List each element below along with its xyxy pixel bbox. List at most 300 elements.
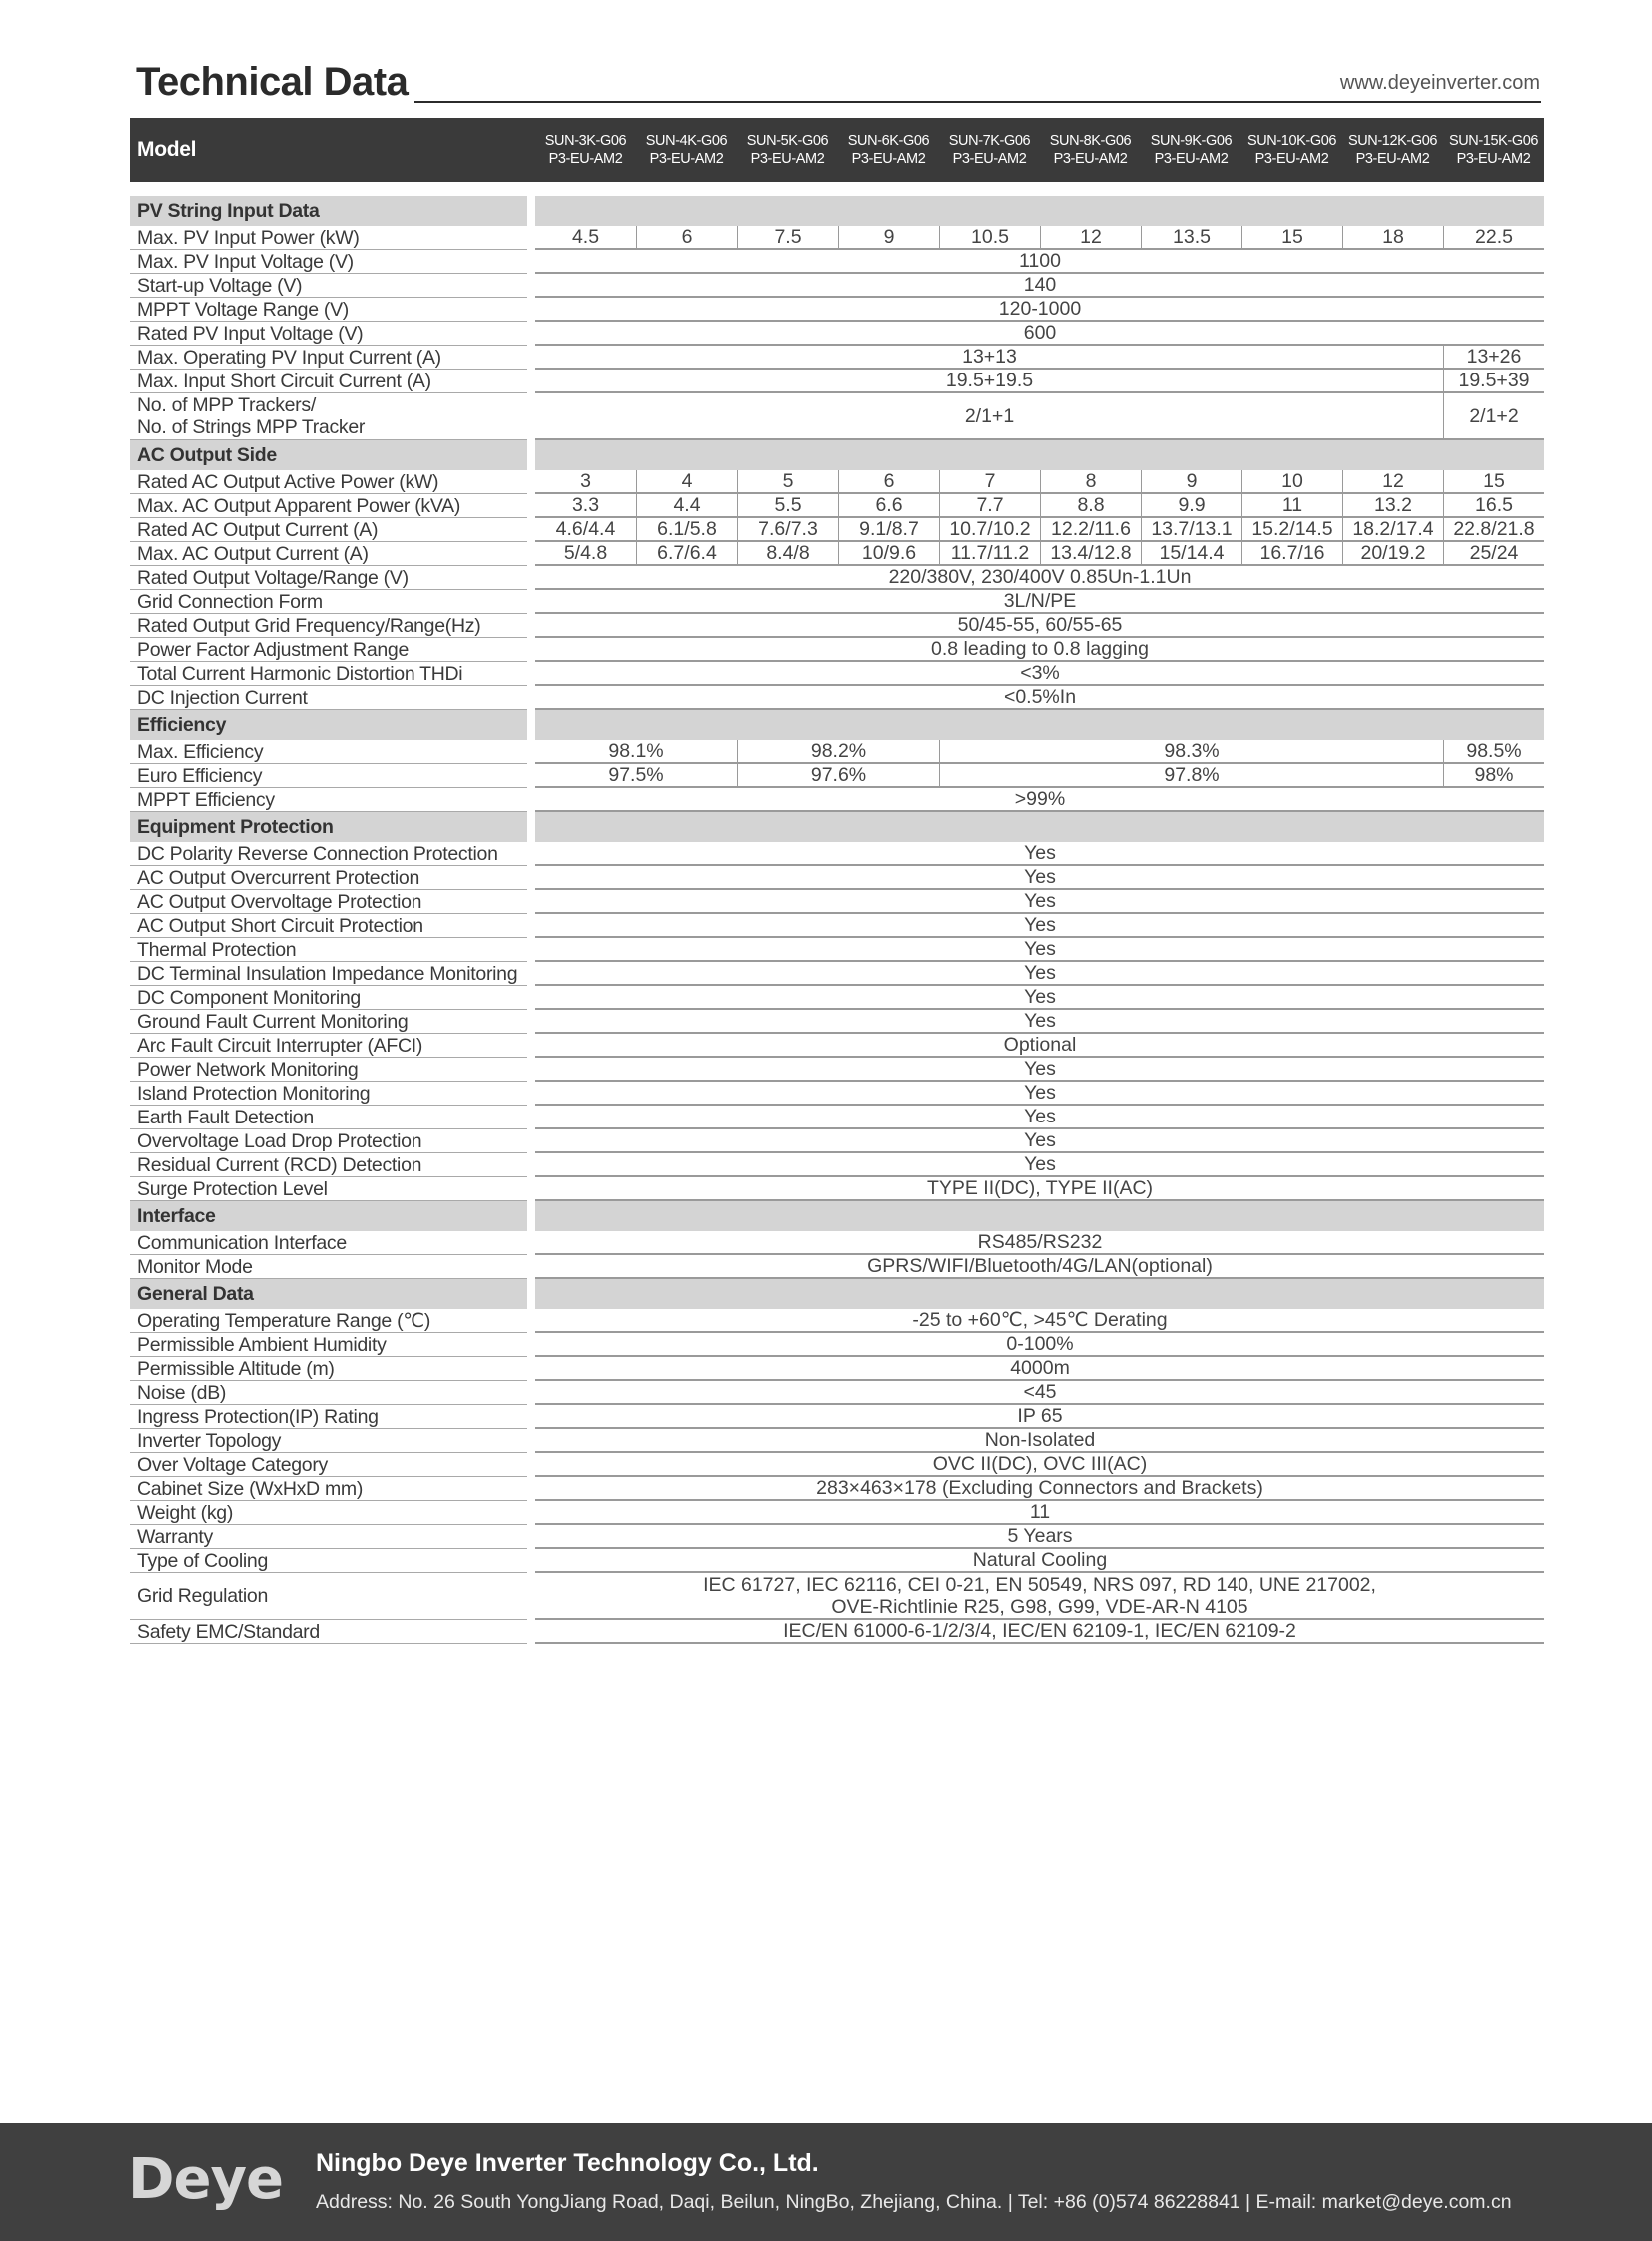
column-gap — [527, 274, 535, 298]
spec-value: 10/9.6 — [838, 542, 939, 566]
column-gap — [527, 638, 535, 662]
spec-value: Yes — [535, 1106, 1544, 1129]
spec-value: 8.8 — [1040, 494, 1141, 518]
column-gap — [527, 614, 535, 638]
spec-row — [130, 866, 1544, 890]
spec-value: <3% — [535, 662, 1544, 686]
column-gap — [527, 1573, 535, 1620]
spec-value: 13.7/13.1 — [1141, 518, 1241, 542]
spec-label-line: AC Output Overcurrent Protection — [137, 866, 420, 889]
spec-value: 25/24 — [1443, 542, 1544, 566]
column-gap — [527, 1405, 535, 1429]
column-gap — [527, 393, 535, 440]
spec-label-line: Type of Cooling — [137, 1549, 269, 1572]
spec-value: 97.8% — [939, 764, 1443, 788]
model-variant-line: P3-EU-AM2 — [649, 151, 724, 167]
column-gap — [527, 1357, 535, 1381]
spec-label — [130, 662, 527, 686]
spec-value: 2/1+1 — [535, 393, 1443, 440]
company-address: Address: No. 26 South YongJiang Road, Daqi, Beilun, NingBo, Zhejiang, China. | Tel: +86 (0)574 86228841 | E-mail: market@deye.com.cn — [316, 2191, 1512, 2213]
spec-label-line: DC Injection Current — [137, 686, 308, 709]
spec-value: <0.5%In — [535, 686, 1544, 710]
spec-label — [130, 1153, 527, 1177]
spec-label-line: DC Terminal Insulation Impedance Monitoring — [137, 962, 518, 985]
section-header-fill — [535, 812, 1544, 842]
spec-row — [130, 962, 1544, 986]
spec-value: Optional — [535, 1034, 1544, 1058]
column-gap — [527, 494, 535, 518]
spec-label-line: Grid Regulation — [137, 1585, 268, 1607]
spec-row — [130, 1058, 1544, 1082]
spec-value: 9 — [1141, 470, 1241, 494]
spec-row — [130, 1082, 1544, 1106]
column-gap — [527, 518, 535, 542]
spec-value: 3.3 — [535, 494, 636, 518]
spec-value: 19.5+19.5 — [535, 370, 1443, 393]
spec-value: Yes — [535, 842, 1544, 866]
spec-row — [130, 370, 1544, 393]
spec-value: Yes — [535, 1010, 1544, 1034]
spec-label — [130, 686, 527, 710]
column-gap — [527, 226, 535, 250]
spec-value: 15/14.4 — [1141, 542, 1241, 566]
spec-label-line: Max. Efficiency — [137, 740, 264, 763]
spec-row — [130, 686, 1544, 710]
spec-value: 11 — [535, 1501, 1544, 1525]
spec-row — [130, 1333, 1544, 1357]
spec-label-line: Max. AC Output Apparent Power (kVA) — [137, 494, 461, 517]
spec-row — [130, 1309, 1544, 1333]
spec-label — [130, 590, 527, 614]
spec-value: 98.3% — [939, 740, 1443, 764]
spec-row — [130, 986, 1544, 1010]
spec-label-line: Max. PV Input Power (kW) — [137, 226, 360, 249]
spec-label-line: AC Output Overvoltage Protection — [137, 890, 422, 913]
section-title: PV String Input Data — [130, 196, 527, 226]
spacer-cell — [130, 182, 1544, 196]
spec-value: Yes — [535, 938, 1544, 962]
spec-row — [130, 1129, 1544, 1153]
column-gap — [527, 346, 535, 370]
technical-data-table — [130, 118, 1544, 1644]
spec-label — [130, 740, 527, 764]
section-header-fill — [535, 196, 1544, 226]
model-variant-line: P3-EU-AM2 — [548, 151, 623, 167]
column-gap — [527, 1333, 535, 1357]
spec-label — [130, 1381, 527, 1405]
model-name-cell — [1040, 118, 1141, 182]
spec-value: Yes — [535, 914, 1544, 938]
spec-value: 98% — [1443, 764, 1544, 788]
spec-row — [130, 740, 1544, 764]
column-gap — [527, 740, 535, 764]
spec-row — [130, 1106, 1544, 1129]
model-name-line: SUN-15K-G06 — [1448, 133, 1539, 149]
spec-row — [130, 662, 1544, 686]
spec-label-line: Power Factor Adjustment Range — [137, 638, 410, 661]
spec-label-line: Overvoltage Load Drop Protection — [137, 1129, 422, 1152]
spec-value: 0-100% — [535, 1333, 1544, 1357]
spec-label-line: Surge Protection Level — [137, 1177, 328, 1200]
column-gap — [527, 890, 535, 914]
spec-value: 22.8/21.8 — [1443, 518, 1544, 542]
spec-value: -25 to +60℃, >45℃ Derating — [535, 1309, 1544, 1333]
column-gap — [527, 1279, 535, 1309]
column-gap — [527, 440, 535, 470]
spec-row — [130, 1357, 1544, 1381]
spec-value: 120-1000 — [535, 298, 1544, 322]
spec-value: 18.2/17.4 — [1342, 518, 1443, 542]
spec-value: 9 — [838, 226, 939, 250]
column-gap — [527, 1549, 535, 1573]
spec-row — [130, 1525, 1544, 1549]
spec-row — [130, 788, 1544, 812]
spec-label-line: Max. Operating PV Input Current (A) — [137, 346, 441, 369]
spec-label — [130, 1453, 527, 1477]
website-link[interactable]: www.deyeinverter.com — [1339, 72, 1540, 94]
column-gap — [527, 1525, 535, 1549]
model-name-cell — [1342, 118, 1443, 182]
spec-label-line: Rated Output Voltage/Range (V) — [137, 566, 409, 589]
model-name-line: SUN-8K-G06 — [1049, 133, 1132, 149]
spec-value: Yes — [535, 962, 1544, 986]
model-name-line: SUN-12K-G06 — [1347, 133, 1438, 149]
spec-label — [130, 1525, 527, 1549]
spec-label — [130, 638, 527, 662]
spec-label-line: MPPT Voltage Range (V) — [137, 298, 349, 321]
spec-label-line: No. of Strings MPP Tracker — [137, 416, 366, 438]
spec-value: 2/1+2 — [1443, 393, 1544, 440]
spec-value: 6.1/5.8 — [636, 518, 737, 542]
spec-value: 5 Years — [535, 1525, 1544, 1549]
spec-label — [130, 1333, 527, 1357]
column-gap — [527, 1453, 535, 1477]
spec-value: 4000m — [535, 1357, 1544, 1381]
spec-row — [130, 842, 1544, 866]
spec-label — [130, 986, 527, 1010]
column-gap — [527, 322, 535, 346]
section-header-fill — [535, 1279, 1544, 1309]
column-gap — [527, 370, 535, 393]
column-gap — [527, 788, 535, 812]
spec-value: 16.7/16 — [1241, 542, 1342, 566]
spec-label — [130, 1357, 527, 1381]
column-gap — [527, 470, 535, 494]
spec-value: <45 — [535, 1381, 1544, 1405]
column-gap — [527, 250, 535, 274]
spec-value: 600 — [535, 322, 1544, 346]
spec-value: 20/19.2 — [1342, 542, 1443, 566]
spec-row — [130, 938, 1544, 962]
spec-value: 18 — [1342, 226, 1443, 250]
column-gap — [527, 686, 535, 710]
spec-label — [130, 938, 527, 962]
section-header-row — [130, 196, 1544, 226]
model-name-cell — [636, 118, 737, 182]
spec-row — [130, 274, 1544, 298]
spec-label — [130, 542, 527, 566]
spec-value: 4.5 — [535, 226, 636, 250]
spec-value: 8.4/8 — [737, 542, 838, 566]
spec-value: 22.5 — [1443, 226, 1544, 250]
deye-logo: Deye — [128, 2147, 283, 2212]
column-gap — [527, 1201, 535, 1231]
model-variant-line: P3-EU-AM2 — [851, 151, 926, 167]
spec-label-line: Permissible Ambient Humidity — [137, 1333, 387, 1356]
spec-value: IP 65 — [535, 1405, 1544, 1429]
spec-value: 12 — [1342, 470, 1443, 494]
column-gap — [527, 298, 535, 322]
column-gap — [527, 710, 535, 740]
spec-value: 3 — [535, 470, 636, 494]
spec-label — [130, 788, 527, 812]
spec-row — [130, 1549, 1544, 1573]
spec-label — [130, 1477, 527, 1501]
spec-value: 10 — [1241, 470, 1342, 494]
spec-label-line: Earth Fault Detection — [137, 1106, 314, 1128]
spec-value-line: OVE-Richtlinie R25, G98, G99, VDE-AR-N 4105 — [831, 1595, 1248, 1618]
section-header-row — [130, 440, 1544, 470]
spec-label — [130, 566, 527, 590]
column-gap — [527, 1058, 535, 1082]
spec-label-line: DC Component Monitoring — [137, 986, 361, 1009]
spec-label — [130, 298, 527, 322]
spec-row — [130, 1501, 1544, 1525]
spec-value: 12 — [1040, 226, 1141, 250]
spec-value: 98.2% — [737, 740, 939, 764]
section-title: Interface — [130, 1201, 527, 1231]
section-header-fill — [535, 1201, 1544, 1231]
model-name-line: SUN-10K-G06 — [1246, 133, 1337, 149]
spec-label — [130, 1129, 527, 1153]
model-name-cell — [535, 118, 636, 182]
page-title: Technical Data — [136, 60, 409, 104]
spec-row — [130, 470, 1544, 494]
spec-label-line: Thermal Protection — [137, 938, 297, 961]
spec-label-line: DC Polarity Reverse Connection Protection — [137, 842, 498, 865]
spec-value: 9.1/8.7 — [838, 518, 939, 542]
column-gap — [527, 1010, 535, 1034]
spec-value — [535, 1573, 1544, 1620]
section-header-row — [130, 1201, 1544, 1231]
model-name-line: SUN-9K-G06 — [1150, 133, 1233, 149]
spec-value: 6 — [636, 226, 737, 250]
spec-label-line: Ingress Protection(IP) Rating — [137, 1405, 379, 1428]
spec-row — [130, 226, 1544, 250]
spec-value: 98.5% — [1443, 740, 1544, 764]
spec-label-line: MPPT Efficiency — [137, 788, 275, 811]
column-gap — [527, 1381, 535, 1405]
column-gap — [527, 1153, 535, 1177]
spec-row — [130, 494, 1544, 518]
spec-value: 10.5 — [939, 226, 1040, 250]
spec-row — [130, 914, 1544, 938]
spec-value: 283×463×178 (Excluding Connectors and Brackets) — [535, 1477, 1544, 1501]
spec-value: 4.4 — [636, 494, 737, 518]
spec-row — [130, 638, 1544, 662]
spec-value: 140 — [535, 274, 1544, 298]
section-title: Equipment Protection — [130, 812, 527, 842]
spec-label — [130, 470, 527, 494]
column-gap — [527, 590, 535, 614]
model-name-line: SUN-3K-G06 — [544, 133, 627, 149]
spec-row — [130, 1177, 1544, 1201]
spec-label — [130, 1106, 527, 1129]
spec-value: Non-Isolated — [535, 1429, 1544, 1453]
spec-row — [130, 614, 1544, 638]
footer — [0, 2123, 1652, 2241]
title-rule — [414, 101, 1541, 103]
column-gap — [527, 938, 535, 962]
spec-label — [130, 274, 527, 298]
spec-label-line: Safety EMC/Standard — [137, 1620, 320, 1643]
spec-value: Yes — [535, 986, 1544, 1010]
model-variant-line: P3-EU-AM2 — [1053, 151, 1128, 167]
model-variant-line: P3-EU-AM2 — [1254, 151, 1329, 167]
model-variant-line: P3-EU-AM2 — [1456, 151, 1531, 167]
spec-value: 6.7/6.4 — [636, 542, 737, 566]
spec-label-line: Total Current Harmonic Distortion THDi — [137, 662, 463, 685]
spec-value: Yes — [535, 1153, 1544, 1177]
spec-value: Yes — [535, 1082, 1544, 1106]
spec-row — [130, 1405, 1544, 1429]
spec-value: 5.5 — [737, 494, 838, 518]
spec-value: 6 — [838, 470, 939, 494]
spec-value: 220/380V, 230/400V 0.85Un-1.1Un — [535, 566, 1544, 590]
spec-label — [130, 346, 527, 370]
spec-label-line: Island Protection Monitoring — [137, 1082, 371, 1105]
column-gap — [527, 1620, 535, 1644]
spec-label-line: No. of MPP Trackers/ — [137, 394, 316, 416]
column-gap — [527, 1429, 535, 1453]
spec-row — [130, 1010, 1544, 1034]
spec-label — [130, 1231, 527, 1255]
spec-value: 3L/N/PE — [535, 590, 1544, 614]
spec-row — [130, 250, 1544, 274]
spec-label — [130, 614, 527, 638]
column-gap — [527, 1106, 535, 1129]
spec-label-line: Max. AC Output Current (A) — [137, 542, 369, 565]
model-name-cell — [1141, 118, 1241, 182]
spec-value: 13+26 — [1443, 346, 1544, 370]
spec-label — [130, 322, 527, 346]
spec-label — [130, 393, 527, 440]
spec-label — [130, 226, 527, 250]
spec-label-line: Rated Output Grid Frequency/Range(Hz) — [137, 614, 481, 637]
spec-row — [130, 1453, 1544, 1477]
column-gap — [527, 566, 535, 590]
spec-row — [130, 346, 1544, 370]
spec-row — [130, 1620, 1544, 1644]
spec-value: 0.8 leading to 0.8 lagging — [535, 638, 1544, 662]
spec-value: 7.7 — [939, 494, 1040, 518]
column-gap — [527, 812, 535, 842]
spec-value: 13.2 — [1342, 494, 1443, 518]
spec-value: 13.5 — [1141, 226, 1241, 250]
spec-row — [130, 590, 1544, 614]
spec-row — [130, 298, 1544, 322]
spec-value: 98.1% — [535, 740, 737, 764]
spec-label — [130, 1549, 527, 1573]
spec-label — [130, 518, 527, 542]
spec-value: Yes — [535, 1058, 1544, 1082]
spec-label-line: Rated AC Output Current (A) — [137, 518, 379, 541]
column-gap — [527, 764, 535, 788]
model-variant-line: P3-EU-AM2 — [1355, 151, 1430, 167]
model-name-line: SUN-5K-G06 — [746, 133, 829, 149]
spec-value: 11 — [1241, 494, 1342, 518]
spec-label-line: Inverter Topology — [137, 1429, 282, 1452]
spec-label-line: Permissible Altitude (m) — [137, 1357, 335, 1380]
spec-value: 97.6% — [737, 764, 939, 788]
spec-label — [130, 866, 527, 890]
spec-value: IEC/EN 61000-6-1/2/3/4, IEC/EN 62109-1, IEC/EN 62109-2 — [535, 1620, 1544, 1644]
model-name-cell — [939, 118, 1040, 182]
spec-label — [130, 1620, 527, 1644]
spec-label — [130, 1501, 527, 1525]
column-gap — [527, 962, 535, 986]
spec-value: 7.5 — [737, 226, 838, 250]
spec-value-line: IEC 61727, IEC 62116, CEI 0-21, EN 50549, NRS 097, RD 140, UNE 217002, — [703, 1573, 1376, 1596]
spec-row — [130, 1429, 1544, 1453]
spec-label — [130, 1034, 527, 1058]
spec-label-line: Noise (dB) — [137, 1381, 227, 1404]
spec-label — [130, 494, 527, 518]
column-gap — [527, 118, 535, 182]
column-gap — [527, 1177, 535, 1201]
spec-label-line: Ground Fault Current Monitoring — [137, 1010, 409, 1033]
model-name-cell — [1443, 118, 1544, 182]
spec-label — [130, 1309, 527, 1333]
spec-value: 97.5% — [535, 764, 737, 788]
spec-row — [130, 764, 1544, 788]
section-title: General Data — [130, 1279, 527, 1309]
spec-label-line: Euro Efficiency — [137, 764, 263, 787]
spec-value: 13.4/12.8 — [1040, 542, 1141, 566]
spec-label-line: Cabinet Size (WxHxD mm) — [137, 1477, 364, 1500]
spec-value: 13+13 — [535, 346, 1443, 370]
spec-label-line: Communication Interface — [137, 1231, 347, 1254]
spec-value: Yes — [535, 1129, 1544, 1153]
spec-label-line: Max. Input Short Circuit Current (A) — [137, 370, 431, 392]
spec-value: TYPE II(DC), TYPE II(AC) — [535, 1177, 1544, 1201]
model-name-line: SUN-6K-G06 — [847, 133, 930, 149]
column-gap — [527, 1034, 535, 1058]
model-name-cell — [1241, 118, 1342, 182]
model-variant-line: P3-EU-AM2 — [750, 151, 825, 167]
column-gap — [527, 866, 535, 890]
spec-row — [130, 1153, 1544, 1177]
spec-label — [130, 962, 527, 986]
model-name-line: SUN-7K-G06 — [948, 133, 1031, 149]
spacer-row — [130, 182, 1544, 196]
spec-label — [130, 914, 527, 938]
spec-value: Natural Cooling — [535, 1549, 1544, 1573]
spec-label — [130, 1010, 527, 1034]
spec-label-line: Arc Fault Circuit Interrupter (AFCI) — [137, 1034, 423, 1057]
spec-label — [130, 764, 527, 788]
spec-label-line: Rated AC Output Active Power (kW) — [137, 470, 439, 493]
spec-label-line: Start-up Voltage (V) — [137, 274, 303, 297]
column-gap — [527, 542, 535, 566]
column-gap — [527, 1501, 535, 1525]
spec-value: 10.7/10.2 — [939, 518, 1040, 542]
spec-row — [130, 1381, 1544, 1405]
spec-label — [130, 1058, 527, 1082]
spec-value: 7.6/7.3 — [737, 518, 838, 542]
model-name-cell — [838, 118, 939, 182]
model-variant-line: P3-EU-AM2 — [952, 151, 1027, 167]
